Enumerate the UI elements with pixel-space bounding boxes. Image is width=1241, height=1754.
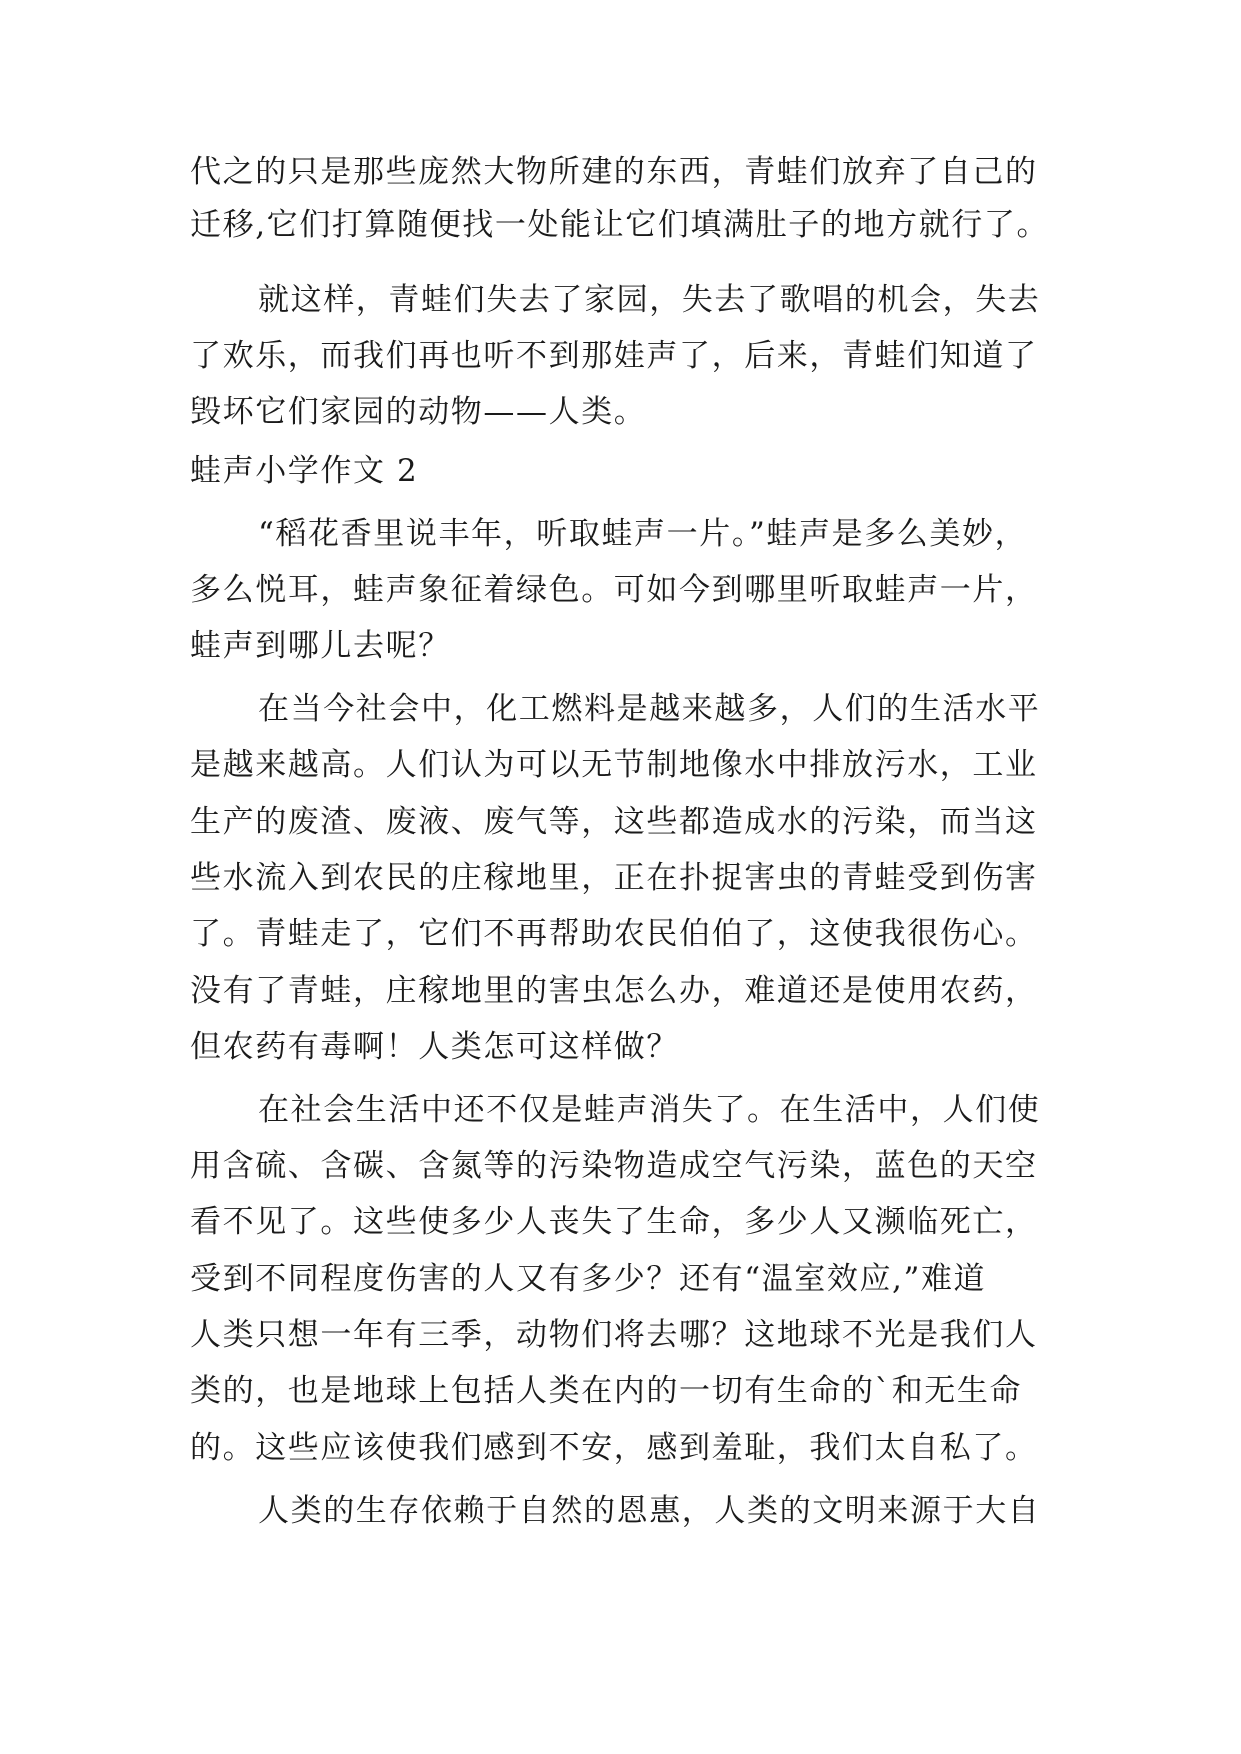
paragraph-line: 了欢乐，而我们再也听不到那娃声了，后来，青蛙们知道了 bbox=[190, 338, 1038, 374]
paragraph-line: 人类的生存依赖于自然的恩惠，人类的文明来源于大自 bbox=[258, 1493, 1041, 1529]
paragraph-line: 的。这些应该使我们感到不安，感到羞耻，我们太自私了。 bbox=[190, 1430, 1038, 1466]
paragraph-line: 类的，也是地球上包括人类在内的一切有生命的`和无生命 bbox=[190, 1373, 1023, 1409]
section-heading: 蛙声小学作文 2 bbox=[190, 453, 419, 489]
paragraph-line: 了。青蛙走了，它们不再帮助农民伯伯了，这使我很伤心。 bbox=[190, 916, 1038, 952]
paragraph-line: 受到不同程度伤害的人又有多少？还有“温室效应,”难道 bbox=[190, 1261, 987, 1297]
paragraph-line: 看不见了。这些使多少人丧失了生命，多少人又濒临死亡， bbox=[190, 1204, 1038, 1240]
paragraph-line: 生产的废渣、废液、废气等，这些都造成水的污染，而当这 bbox=[190, 804, 1038, 840]
paragraph-line: 人类只想一年有三季，动物们将去哪？这地球不光是我们人 bbox=[190, 1317, 1038, 1353]
paragraph-line: 多么悦耳，蛙声象征着绿色。可如今到哪里听取蛙声一片， bbox=[190, 572, 1038, 608]
paragraph-line: 些水流入到农民的庄稼地里，正在扑捉害虫的青蛙受到伤害 bbox=[190, 860, 1038, 896]
paragraph-line: 毁坏它们家园的动物——人类。 bbox=[190, 394, 647, 430]
paragraph-line: 就这样，青蛙们失去了家园，失去了歌唱的机会，失去 bbox=[258, 282, 1041, 318]
paragraph-line: 代之的只是那些庞然大物所建的东西，青蛙们放弃了自己的 bbox=[190, 154, 1038, 190]
paragraph-line: 但农药有毒啊！人类怎可这样做？ bbox=[190, 1029, 679, 1065]
paragraph-line: 没有了青蛙，庄稼地里的害虫怎么办，难道还是使用农药， bbox=[190, 973, 1038, 1009]
paragraph-line: 蛙声到哪儿去呢？ bbox=[190, 628, 451, 664]
paragraph-line: 用含硫、含碳、含氮等的污染物造成空气污染，蓝色的天空 bbox=[190, 1148, 1038, 1184]
paragraph-line: 在社会生活中还不仅是蛙声消失了。在生活中，人们使 bbox=[258, 1092, 1041, 1128]
paragraph-line: 是越来越高。人们认为可以无节制地像水中排放污水，工业 bbox=[190, 747, 1038, 783]
paragraph-line: 在当今社会中，化工燃料是越来越多，人们的生活水平 bbox=[258, 691, 1041, 727]
paragraph-line: 迁移,它们打算随便找一处能让它们填满肚子的地方就行了。 bbox=[190, 207, 1050, 243]
paragraph-line: “稻花香里说丰年，听取蛙声一片。”蛙声是多么美妙， bbox=[258, 516, 1028, 552]
